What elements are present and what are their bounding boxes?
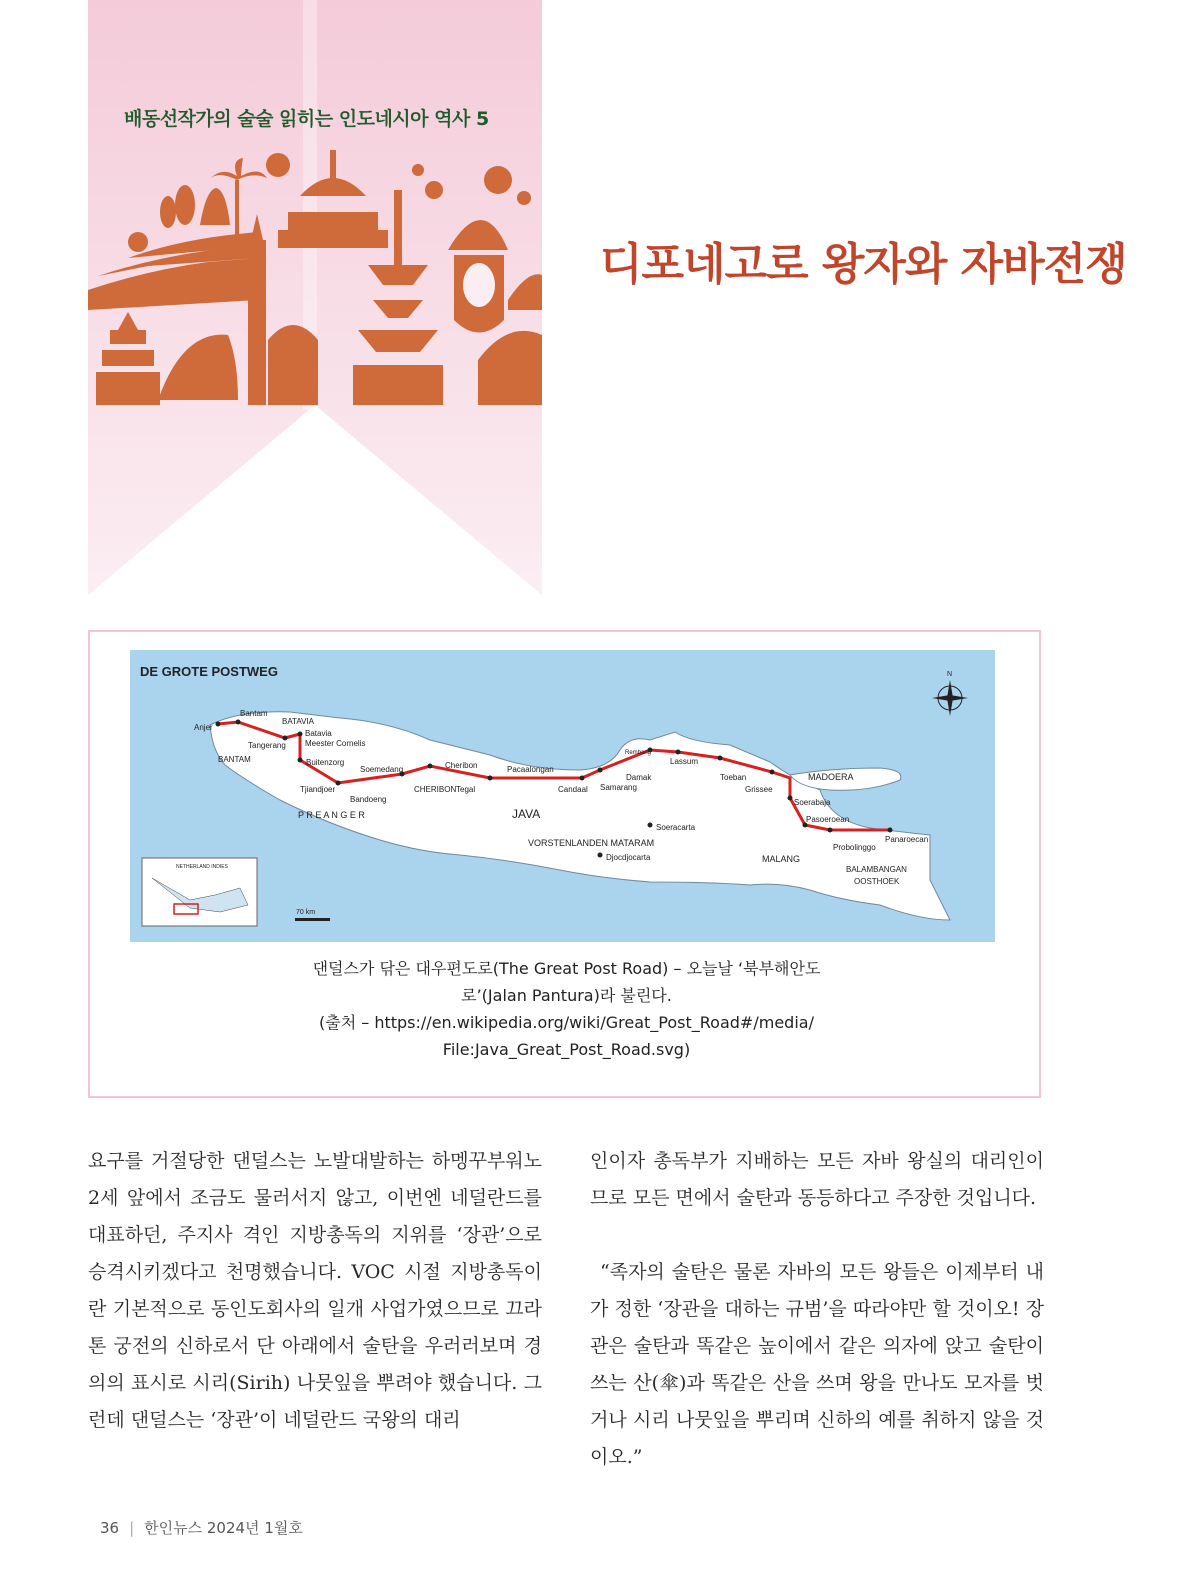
scale-bar — [295, 918, 330, 921]
label-cheribon: Cheribon — [445, 761, 478, 770]
label-malang: MALANG — [762, 854, 801, 864]
magazine-issue: 한인뉴스 2024년 1월호 — [144, 1519, 303, 1537]
body-paragraph: 인이자 총독부가 지배하는 모든 자바 왕실의 대리인이므로 모든 면에서 술탄과 동등하다고 주장한 것입니다. — [590, 1150, 1044, 1209]
map-title: DE GROTE POSTWEG — [140, 664, 278, 679]
caption-line: 로’(Jalan Pantura)라 불린다. — [461, 986, 672, 1005]
inset-map — [142, 858, 257, 926]
page-number: 36 — [100, 1519, 120, 1537]
label-bantam-city: Bantam — [240, 709, 268, 718]
label-samarang: Samarang — [600, 783, 637, 792]
label-java: JAVA — [512, 807, 541, 821]
body-paragraph: 요구를 거절당한 댄덜스는 노발대발하는 하멩꾸부워노 2세 앞에서 조금도 물러서지 않고, 이번엔 네덜란드를 대표하던, 주지사 격인 지방총독의 지위를 ‘장관’으로 승격시키겠다고 천명했습니다. VOC 시절 지방총독이란 기본적으로 동인도회사의 일개 사업가였으므로 끄라톤 궁전의 신하로서 단 아래에서 술탄을 우러러보며 경의의 표시로 시리(Sirih) 나뭇잎을 뿌려야 했습니다. 그런데 댄덜스는 ‘장관’이 네덜란드 국왕의 대리 — [88, 1150, 542, 1431]
label-batavia-region: BATAVIA — [282, 717, 315, 726]
label-batavia: Batavia — [305, 729, 332, 738]
series-title: 배동선작가의 술술 읽히는 인도네시아 역사 5 — [124, 108, 489, 130]
label-cheribon-region: CHERIBON — [414, 785, 457, 794]
label-soemedang: Soemedang — [360, 765, 404, 774]
label-tangerang: Tangerang — [248, 741, 286, 750]
label-oosthoek: OOSTHOEK — [854, 877, 900, 886]
article-title: 디포네고로 왕자와 자바전쟁 — [600, 239, 1127, 290]
label-madoera: MADOERA — [808, 772, 854, 782]
label-inset: NETHERLAND INDIES — [176, 864, 228, 870]
label-rembang: Rembang — [625, 750, 652, 756]
header-banner-illustration — [88, 0, 542, 610]
label-panaroecan: Panaroecan — [885, 835, 929, 844]
label-anjer: Anjer — [194, 723, 213, 732]
label-tegal: Tegal — [456, 785, 476, 794]
label-vorstenlanden: VORSTENLANDEN MATARAM — [528, 838, 655, 848]
label-scale: 70 km — [296, 909, 316, 916]
label-tjiandjoer: Tjiandjoer — [300, 785, 336, 794]
page-footer — [100, 1517, 303, 1538]
label-grissee: Grissee — [745, 785, 773, 794]
footer-separator: | — [129, 1519, 135, 1537]
label-probolinggo: Probolinggo — [833, 843, 876, 852]
label-damak: Damak — [626, 773, 652, 782]
label-toeban: Toeban — [720, 773, 747, 782]
label-pasoeroean: Pasoeroean — [806, 815, 850, 824]
label-lassum: Lassum — [670, 757, 699, 766]
caption-line: 댄덜스가 닦은 대우편도로(The Great Post Road) – 오늘날 ‘북부해안도 — [312, 959, 821, 978]
quote-paragraph: “족자의 술탄은 물론 자바의 모든 왕들은 이제부터 내가 정한 ‘장관을 대하는 규범’을 따라야만 할 것이오! 장관은 술탄과 똑같은 높이에서 같은 의자에 앉고 술탄이 쓰는 산(傘)과 똑같은 산을 쓰며 왕을 만나도 모자를 벗거나 시리 나뭇잎을 뿌리며 신하의 예를 취하지 않을 것이오.” — [590, 1261, 1044, 1468]
label-bandoeng: Bandoeng — [350, 795, 387, 804]
label-soerabaja: Soerabaja — [794, 798, 831, 807]
label-candaal: Candaal — [558, 785, 588, 794]
body-column-left — [88, 1143, 542, 1439]
label-soeracarta: Soeracarta — [656, 823, 696, 832]
label-djocdjocarta: Djocdjocarta — [606, 853, 651, 862]
caption-line: (출처 – https://en.wikipedia.org/wiki/Great_Post_Road#/media/ — [319, 1013, 814, 1032]
figure-box — [88, 630, 1041, 1098]
body-column-right — [590, 1143, 1044, 1476]
label-buitenzorg: Buitenzorg — [306, 758, 345, 767]
label-meester: Meester Cornelis — [305, 739, 366, 748]
label-north: N — [947, 671, 953, 678]
figure-caption — [90, 955, 1043, 1063]
label-balambangan: BALAMBANGAN — [846, 865, 907, 874]
java-great-post-road-map — [130, 650, 995, 942]
label-bantam-region: BANTAM — [218, 755, 251, 764]
label-pacaalongan: Pacaalongan — [507, 765, 554, 774]
caption-line: File:Java_Great_Post_Road.svg) — [442, 1040, 691, 1059]
label-preanger: P R E A N G E R — [298, 810, 365, 820]
